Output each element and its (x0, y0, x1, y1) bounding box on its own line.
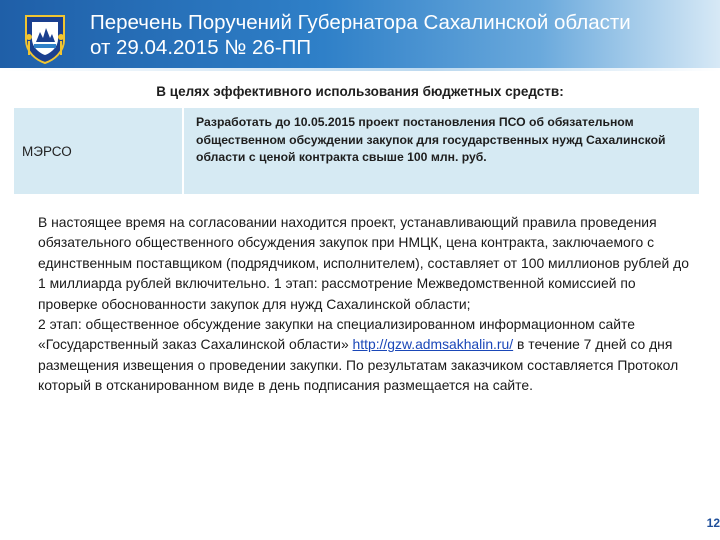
gzw-site-link[interactable]: http://gzw.admsakhalin.ru/ (352, 336, 514, 353)
sakhalin-coat-of-arms-icon (18, 10, 72, 64)
paragraph-stage-1: В настоящее время на согласовании находится проект, устанавливающий правила проведения обязательного общественного обсуждения закупок при НМЦК, цена контракта, заключаемого с единственным поставщиком (подрядчиком, исполнителем), составляет от 100 миллионов рублей до 1 миллиарда рублей включительно. 1 этап: рассмотрение Межведомственной комиссией по проверке обоснованности закупок для нужд Сахалинской области; (38, 214, 689, 312)
responsible-ministry-cell: МЭРСО (22, 143, 72, 159)
slide-title: Перечень Поручений Губернатора Сахалинской области от 29.04.2015 № 26-ПП (90, 11, 631, 59)
section-subtitle: В целях эффективного использования бюджетных средств: (156, 84, 564, 99)
assignment-table (14, 108, 699, 194)
status-description (38, 212, 698, 396)
header-divider (0, 68, 720, 71)
stage-2-continuation: в течение 7 дней со дня размещения извещения о проведении закупки. По результатам заказчиком составляется Протокол который в отсканированном виде в день подписания размещается на сайте. (38, 336, 679, 394)
assignment-text-cell: Разработать до 10.05.2015 проект постановления ПСО об обязательном общественном обсуждении закупок для государственных нужд Сахалинской области с ценой контракта свыше 100 млн. руб. (196, 115, 666, 164)
paragraph-stage-2 (38, 314, 698, 396)
stage-2-text: 2 этап: общественное обсуждение закупки на специализированном информационном сайте «Государственный заказ Сахалинской области» (38, 316, 635, 353)
page-number: 12 (706, 516, 720, 530)
slide-header (0, 0, 720, 70)
